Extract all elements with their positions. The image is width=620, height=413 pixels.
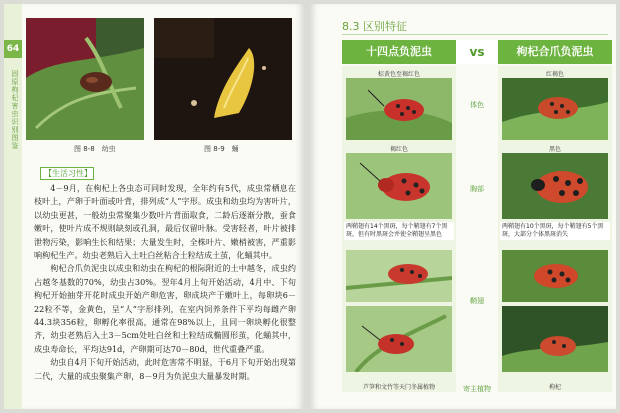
left-beetle-photo-3 [346,250,452,302]
left-beetle-photo-2 [346,153,452,219]
header-left-species: 十四点负泥虫 [342,40,456,64]
body-text [34,182,296,383]
fig-8-9-caption: 图 8-9 蛹 [204,145,239,153]
page-number: 64 [4,40,22,58]
left-caption-body-color: 棕黄色至褐红色 [377,71,420,78]
row-label-host-plant: 寄主植物 [463,385,491,393]
left-beetle-photo-4 [346,306,452,372]
row-label-body-color: 体色 [470,101,484,109]
right-page [310,4,616,409]
title-rule [342,34,608,35]
paragraph-2: 枸杞合爪负泥虫以成虫和幼虫在枸杞的根际附近的土中越冬，成虫约占越冬基数的70%，幼虫占30%。翌年4月上旬开始活动，4月中、下旬枸杞开始抽芽开花时成虫开始产卵危害，卵成块产于嫩叶上，每卵块6－22粒不等，金黄色，呈“人”字形排列，在室内饲养条件下平均每雌产卵44.3块356粒，卵孵化率很高，通常在98%以上，且同一卵块孵化很整齐，幼虫老熟后入土3－5cm处吐白丝和土粒结成椭圆形茧，化蛹其中，成虫寿命长，平均达91d，产卵期可达70－80d，世代重叠严重。 [34,263,296,354]
row-label-elytra: 鞘翅 [470,297,484,305]
left-caption-thorax: 褐红色 [389,146,408,153]
right-caption-thorax: 黑色 [548,146,561,153]
row-label-thorax: 胸部 [470,185,484,193]
comparison-labels [458,66,496,392]
running-title: 固原枸杞害虫识别图鉴 [11,70,19,150]
right-beetle-photo-1 [502,78,608,140]
right-beetle-photo-4 [502,306,608,372]
left-caption-host-plant: 芦笋和文竹等天门冬属植物 [362,384,435,391]
paragraph-1: 4－9月，在枸杞上各虫态可同时发现，全年约有5代，成虫常栖息在枝叶上，产卵于叶面或叶背，排列成“人”字形。成虫和幼虫均为害叶片，以幼虫更甚，一般幼虫常聚集少数叶片背面取食，二龄后逐渐分散，蚕食嫩叶，使叶片成不规则缺刻或孔洞，最后仅留叶脉。受害轻者，叶片被排泄物污染，影响生长和结果；大量发生时，全株叶片、嫩梢被害，严重影响枸杞生产。幼虫老熟后入土吐白丝粘合土粒结成土茧，化蛹其中。 [34,183,296,261]
section-title: 8.3 区别特征 [342,20,407,33]
fig-8-8-caption: 图 8-8 幼虫 [74,145,116,153]
header-vs: vs [456,40,498,64]
pupa-photo [154,18,292,140]
left-beetle-photo-1 [346,78,452,140]
right-elytra-text: 两鞘翅有10个黑斑，每个鞘翅有5个黑斑，大部分个体黑斑消失 [500,222,610,240]
right-beetle-photo-2 [502,153,608,219]
side-strip [4,4,22,409]
right-caption-body-color: 红褐色 [545,71,564,78]
right-beetle-photo-3 [502,250,608,302]
right-caption-host-plant: 枸杞 [548,384,561,391]
left-elytra-text: 两鞘翅有14个黑斑，每个鞘翅有7个黑斑，但有时黑斑会并使全鞘翅呈黑色 [344,222,454,240]
paragraph-3: 幼虫自4月下旬开始活动，此时危害常不明显，于6月下旬开始出现第二代，大量的成虫聚集产卵，8－9月为负泥虫大量暴发时期。 [34,357,296,381]
section-label-habits: 【生活习性】 [40,167,94,180]
left-page [4,4,304,409]
header-right-species: 枸杞合爪负泥虫 [498,40,612,64]
larva-photo [26,18,144,140]
